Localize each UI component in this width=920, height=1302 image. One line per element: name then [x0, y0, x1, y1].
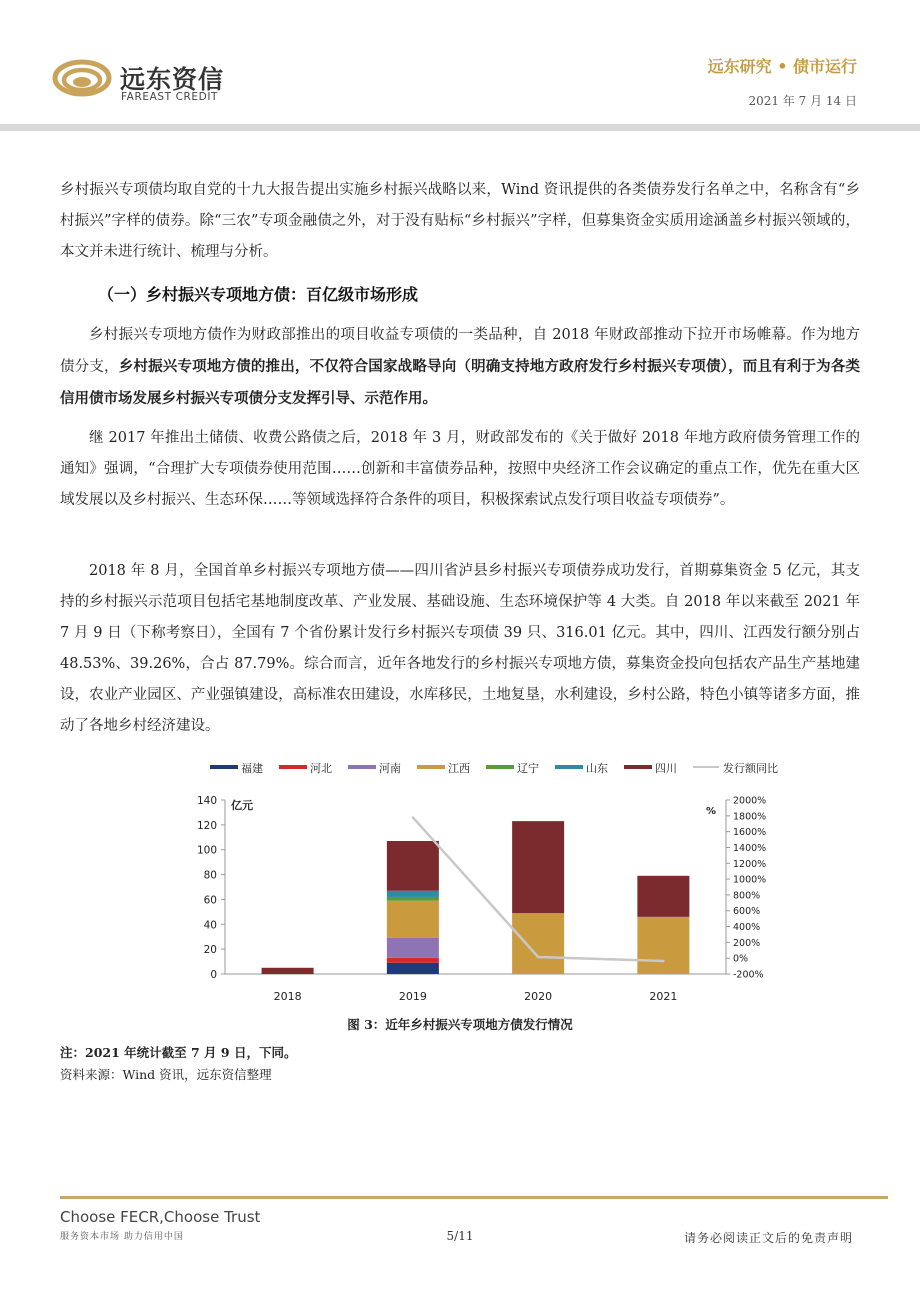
- y-left-axis-label: 亿元: [231, 799, 253, 812]
- section-title: 远东研究 • 债市运行: [707, 57, 857, 76]
- y-right-tick-label-7: 1200%: [733, 858, 767, 870]
- y-left-tick-label-0: 0: [210, 969, 217, 981]
- chart-plot-area: [197, 795, 766, 1003]
- x-tick-label-0: 2018: [273, 990, 302, 1003]
- x-tick-label-3: 2021: [649, 990, 678, 1003]
- y-right-tick-label-10: 1800%: [733, 811, 767, 823]
- y-right-tick-label-9: 1600%: [733, 827, 767, 839]
- paragraph-2: [60, 320, 860, 415]
- paragraph-4: 2018 年 8 月，全国首单乡村振兴专项地方债——四川省泸县乡村振兴专项债券成功发行，首期募集资金 5 亿元，其支持的乡村振兴示范项目包括宅基地制度改革、产业发展、基础设施、生态环境保护等 4 大类。自 2018 年以来截至 2021 年 7 月 9 日（下称考察日），全国有 7 个省份累计发行乡村振兴专项债 39 只、316.01 亿元。其中，四川、江西发行额分别占 48.53%、39.26%，合占 87.79%。综合而言，近年各地发行的乡村振兴专项地方债，募集资金投向包括农产品生产基地建设，农业产业园区、产业强镇建设，高标准农田建设，水库移民，土地复垦，水利建设，乡村公路，特色小镇等诸多方面，推动了各地乡村经济建设。: [60, 563, 860, 734]
- y-left-tick-label-2: 40: [203, 919, 217, 932]
- legend-swatch-4: [486, 765, 514, 769]
- brand-name-en: FAREAST CREDIT: [121, 91, 219, 103]
- legend-swatch-5: [555, 765, 583, 769]
- y-right-tick-label-6: 1000%: [733, 874, 767, 886]
- bar-2021-6: [637, 876, 689, 917]
- footer-divider: [60, 1196, 888, 1199]
- y-left-tick-label-4: 80: [203, 869, 217, 882]
- bar-2019-1: [387, 958, 439, 963]
- y-left-tick-label-7: 140: [196, 795, 217, 807]
- figure-note: 注：2021 年统计截至 7 月 9 日，下同。: [60, 1045, 297, 1060]
- figure-source: 资料来源：Wind 资讯，远东资信整理: [60, 1067, 272, 1082]
- bar-2019-6: [387, 841, 439, 891]
- bar-2019-4: [387, 897, 439, 901]
- legend-label-4: 辽宁: [517, 762, 539, 775]
- page-number: 5/11: [446, 1229, 474, 1243]
- legend-label-6: 四川: [655, 762, 677, 775]
- y-left-tick-label-3: 60: [203, 894, 217, 907]
- bar-2019-0: [387, 963, 439, 974]
- paragraph-2-lead: 乡村振兴专项地方债作为财政部推出的项目收益专项债的一类品种，自 2018 年财政部推动下拉开市场帷幕。作为地方债分支，: [60, 327, 860, 375]
- y-left-tick-label-6: 120: [196, 819, 217, 832]
- brand-name-cn: 远东资信: [120, 65, 225, 94]
- legend-label-5: 山东: [586, 762, 608, 775]
- report-date: 2021 年 7 月 14 日: [748, 94, 857, 108]
- y-right-tick-label-8: 1400%: [733, 842, 767, 854]
- bar-2020-6: [512, 821, 564, 913]
- x-tick-label-1: 2019: [398, 990, 427, 1003]
- legend-label-line: 发行额同比: [723, 762, 778, 775]
- logo-icon: [52, 56, 112, 104]
- paragraph-2-emphasis: 乡村振兴专项地方债的推出，不仅符合国家战略导向（明确支持地方政府发行乡村振兴专项债），而且有利于为各类信用债市场发展乡村振兴专项债分支发挥引导、示范作用。: [60, 358, 861, 407]
- figure-caption: 图 3：近年乡村振兴专项地方债发行情况: [347, 1017, 573, 1032]
- y-right-tick-label-11: 2000%: [733, 795, 767, 807]
- y-right-tick-label-5: 800%: [733, 890, 761, 902]
- legend-swatch-1: [279, 765, 307, 769]
- legend-swatch-6: [624, 765, 652, 769]
- y-right-tick-label-2: 200%: [733, 937, 761, 949]
- y-right-tick-label-4: 600%: [733, 906, 761, 918]
- header-divider: [0, 124, 920, 131]
- yoy-point-2019: [412, 816, 414, 818]
- legend-label-0: 福建: [241, 762, 263, 775]
- paragraph-intro: 乡村振兴专项债均取自党的十九大报告提出实施乡村振兴战略以来，Wind 资讯提供的各类债券发行名单之中，名称含有“乡村振兴”字样的债券。除“三农”专项金融债之外，对于没有贴标“乡村振兴”字样，但募集资金实质用途涵盖乡村振兴领域的，本文并未进行统计、梳理与分析。: [60, 182, 860, 260]
- footer-slogan-cn: 服务资本市场 助力信用中国: [60, 1232, 184, 1242]
- bond-issuance-chart: [180, 752, 800, 1012]
- y-right-tick-label-0: -200%: [733, 969, 764, 981]
- bar-2018-6: [262, 968, 314, 974]
- y-left-tick-label-1: 20: [203, 944, 217, 957]
- yoy-point-2020: [537, 956, 539, 958]
- legend-swatch-0: [210, 765, 238, 769]
- legend-swatch-2: [348, 765, 376, 769]
- chart-legend: [210, 761, 778, 775]
- section-heading: （一）乡村振兴专项地方债：百亿级市场形成: [98, 285, 419, 304]
- y-right-tick-label-1: 0%: [733, 953, 749, 965]
- paragraph-3: 继 2017 年推出土储债、收费公路债之后，2018 年 3 月，财政部发布的《关于做好 2018 年地方政府债务管理工作的通知》强调，“合理扩大专项债券使用范围……创新和丰富债券品种，按照中央经济工作会议确定的重点工作，优先在重大区域发展以及乡村振兴、生态环保……等领域选择符合条件的项目，积极探索试点发行项目收益专项债券”。: [60, 430, 860, 508]
- bar-2019-5: [387, 891, 439, 897]
- footer-slogan: Choose FECR,Choose Trust: [60, 1208, 261, 1226]
- yoy-point-2021: [662, 960, 664, 962]
- bar-2019-3: [387, 901, 439, 938]
- bar-2019-2: [387, 938, 439, 958]
- x-tick-label-2: 2020: [524, 990, 553, 1003]
- legend-swatch-3: [417, 765, 445, 769]
- bar-2021-3: [637, 917, 689, 974]
- legend-label-2: 河南: [379, 762, 401, 775]
- legend-label-1: 河北: [310, 762, 332, 775]
- disclaimer-notice: 请务必阅读正文后的免责声明: [683, 1231, 853, 1245]
- legend-label-3: 江西: [448, 762, 470, 775]
- y-right-axis-label: %: [706, 806, 717, 817]
- y-left-tick-label-5: 100: [196, 844, 217, 857]
- y-right-tick-label-3: 400%: [733, 922, 761, 934]
- bar-2020-3: [512, 913, 564, 974]
